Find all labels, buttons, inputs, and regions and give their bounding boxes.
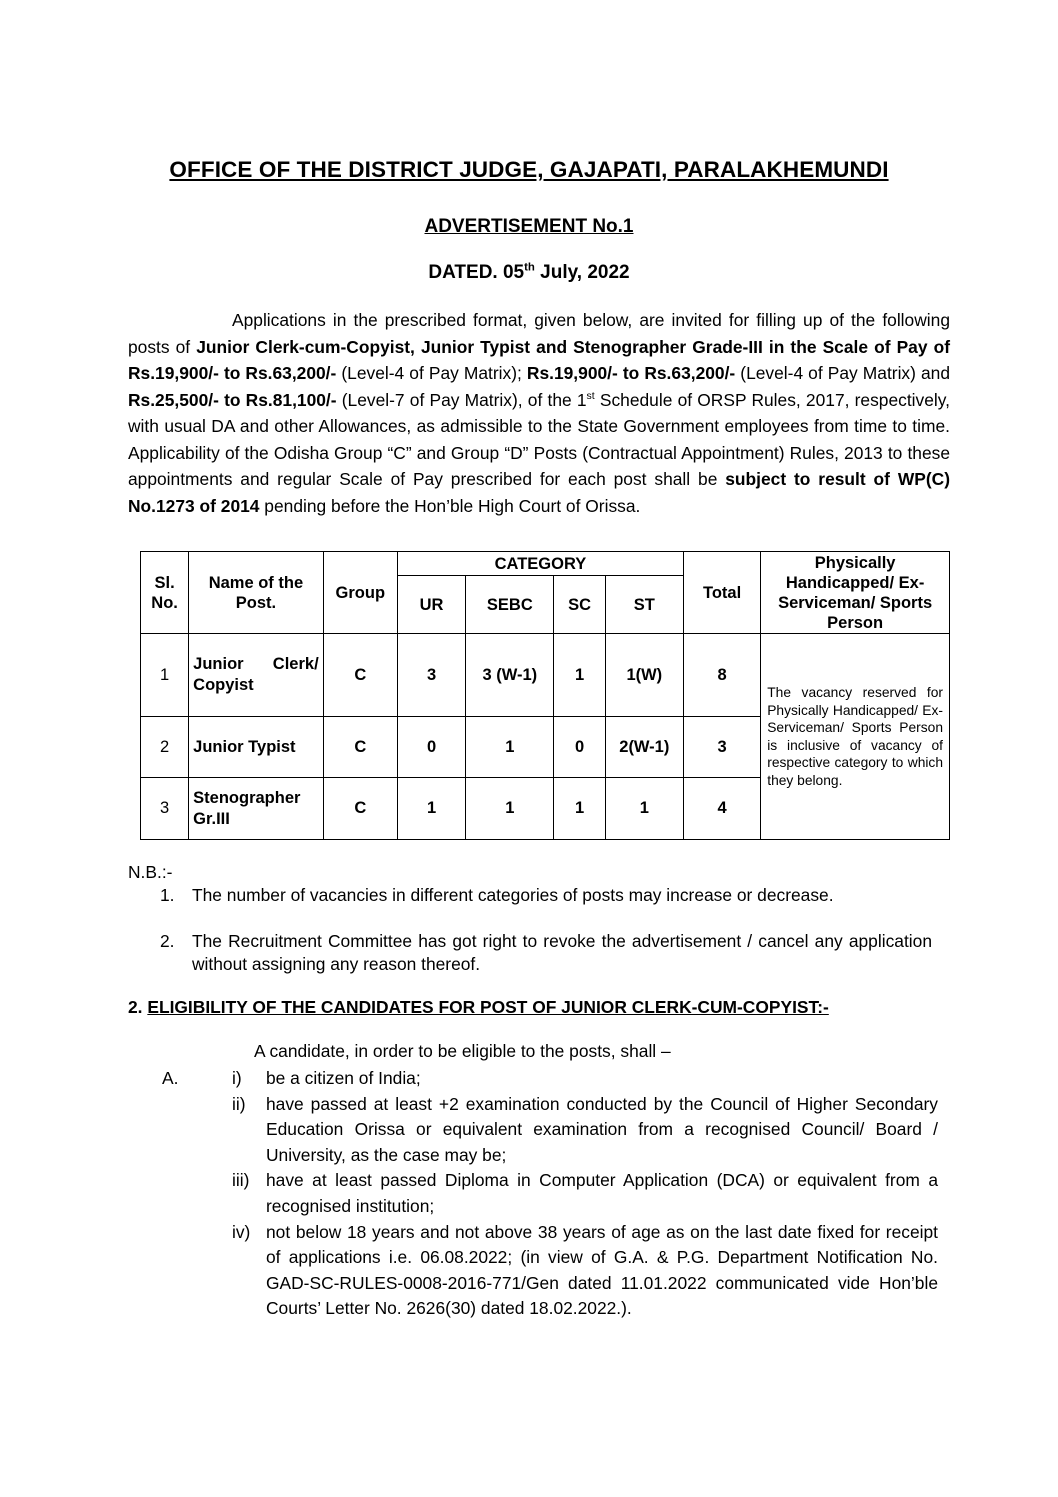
header-ph: Physically Handicapped/ Ex-Serviceman/ Sports Person [761, 552, 950, 634]
row-sc: 0 [554, 717, 605, 778]
date-prefix: DATED. 05 [428, 262, 525, 283]
item-text: be a citizen of India; [266, 1068, 421, 1088]
row-sc: 1 [554, 778, 605, 840]
row-total: 3 [683, 717, 760, 778]
section-2-heading [128, 997, 829, 1018]
eligibility-list [128, 1066, 938, 1322]
posts-and-scale: Junior Clerk-cum-Copyist, Junior Typist and Stenographer Grade-III in the Scale of Pay of Rs.19,900/- to Rs.63,200/- [128, 336, 951, 383]
row-sl: 3 [141, 778, 189, 840]
header-group: Group [323, 552, 397, 634]
row-st: 2(W-1) [605, 717, 683, 778]
row-post: Junior Typist [189, 717, 323, 778]
item-number: iii) [232, 1170, 250, 1191]
header-sl-no: Sl. No. [141, 552, 189, 634]
row-group: C [323, 634, 397, 717]
header-category: CATEGORY [397, 552, 683, 576]
item-number: 2. [160, 930, 175, 951]
item-number: iv) [232, 1221, 251, 1242]
row-sebc: 1 [466, 717, 554, 778]
row-total: 4 [683, 778, 760, 840]
item-number: 1. [160, 885, 175, 905]
intro-text-6: pending before the Hon’ble High Court of Orissa. [259, 495, 641, 516]
list-item [160, 884, 932, 908]
item-number: ii) [232, 1093, 246, 1114]
advertisement-number: ADVERTISEMENT No.1 [424, 216, 634, 237]
post-word-1: Stenographer [193, 788, 301, 807]
writ-reference: subject to result of WP(C) No.1273 of 2014 [128, 469, 950, 516]
intro-text-4: (Level-7 of Pay Matrix), of the 1 [336, 389, 587, 410]
section-number: 2. [128, 997, 148, 1017]
nb-label: N.B.:- [128, 862, 173, 882]
row-st: 1(W) [605, 634, 683, 717]
table-row [141, 634, 950, 717]
row-total: 8 [683, 634, 760, 717]
header-sc: SC [554, 576, 605, 634]
list-item [160, 930, 932, 977]
group-label: A. [162, 1068, 179, 1088]
row-sl: 2 [141, 717, 189, 778]
header-total: Total [683, 552, 760, 634]
post-word-3: Copyist [193, 676, 254, 694]
list-item [128, 1066, 938, 1092]
item-text: have at least passed Diploma in Computer Application (DCA) or equivalent from a recognised institution; [266, 1170, 938, 1216]
row-st: 1 [605, 778, 683, 840]
item-text: The Recruitment Committee has got right to revoke the advertisement / cancel any application without assigning any reason thereof. [192, 930, 932, 974]
date-ordinal: th [524, 261, 535, 274]
header-ur: UR [397, 576, 465, 634]
intro-text-5: Schedule of ORSP Rules, 2017, respectively, with usual DA and other Allowances, as admissible to the State Government employees from time to time. Applicability of the Odisha Group “C” and Group “D” Posts (Contractual Appointment) Rules, 2013 to these appointments and regular Scale of Pay prescribed for each post shall be [128, 389, 951, 489]
item-text: The number of vacancies in different categories of posts may increase or decrease. [192, 885, 834, 905]
header-st: ST [605, 576, 683, 634]
post-word-2: Gr.III [193, 809, 230, 828]
row-sc: 1 [554, 634, 605, 717]
intro-text-1: Applications in the prescribed format, given below, are invited for filling up of the following posts of [128, 310, 950, 357]
row-group: C [323, 717, 397, 778]
header-post-name: Name of the Post. [189, 552, 323, 634]
date-suffix: July, 2022 [534, 262, 630, 283]
intro-text-3: (Level-4 of Pay Matrix) and [735, 363, 950, 383]
intro-paragraph [128, 307, 950, 519]
row-ur: 1 [397, 778, 465, 840]
row-ur: 3 [397, 634, 465, 717]
post-word-1: Junior [193, 655, 244, 673]
row-sebc: 3 (W-1) [466, 634, 554, 717]
scale-typist: Rs.19,900/- to Rs.63,200/- [526, 363, 736, 383]
office-title: OFFICE OF THE DISTRICT JUDGE, GAJAPATI, PARALAKHEMUNDI [169, 157, 889, 182]
intro-text-2: (Level-4 of Pay Matrix); [336, 363, 527, 383]
vacancy-table [140, 551, 950, 840]
row-post [189, 634, 323, 717]
row-post [189, 778, 323, 840]
row-group: C [323, 778, 397, 840]
item-text: have passed at least +2 examination conducted by the Council of Higher Secondary Education Orissa or equivalent examination from a recognised Council/ Board / University, as the case may be; [266, 1093, 938, 1165]
post-word-2: Clerk/ [272, 655, 319, 673]
ordinal-sup: st [586, 390, 595, 402]
item-number: i) [232, 1068, 242, 1088]
nb-list [160, 884, 932, 999]
item-text: not below 18 years and not above 38 years of age as on the last date fixed for receipt of applications i.e. 06.08.2022; (in view of G.A. & P.G. Department Notification No. GAD-SC-RULES-0008-2016-771/Gen dated 11.01.2022 communicated vide Hon’ble Courts’ Letter No. 2626(30) dated 18.02.2022.). [266, 1221, 938, 1319]
ph-note: The vacancy reserved for Physically Handicapped/ Ex-Serviceman/ Sports Person is inclusive of vacancy of respective category to which they belong. [761, 634, 950, 840]
list-item [128, 1168, 938, 1219]
section-title: ELIGIBILITY OF THE CANDIDATES FOR POST OF JUNIOR CLERK-CUM-COPYIST:- [147, 997, 829, 1017]
header-sebc: SEBC [466, 576, 554, 634]
advertisement-date [0, 262, 1058, 284]
scale-stenographer: Rs.25,500/- to Rs.81,100/- [128, 389, 337, 410]
eligibility-intro: A candidate, in order to be eligible to the posts, shall – [254, 1041, 671, 1061]
list-item [128, 1220, 938, 1322]
list-item [128, 1092, 938, 1169]
row-sebc: 1 [466, 778, 554, 840]
row-sl: 1 [141, 634, 189, 717]
row-ur: 0 [397, 717, 465, 778]
